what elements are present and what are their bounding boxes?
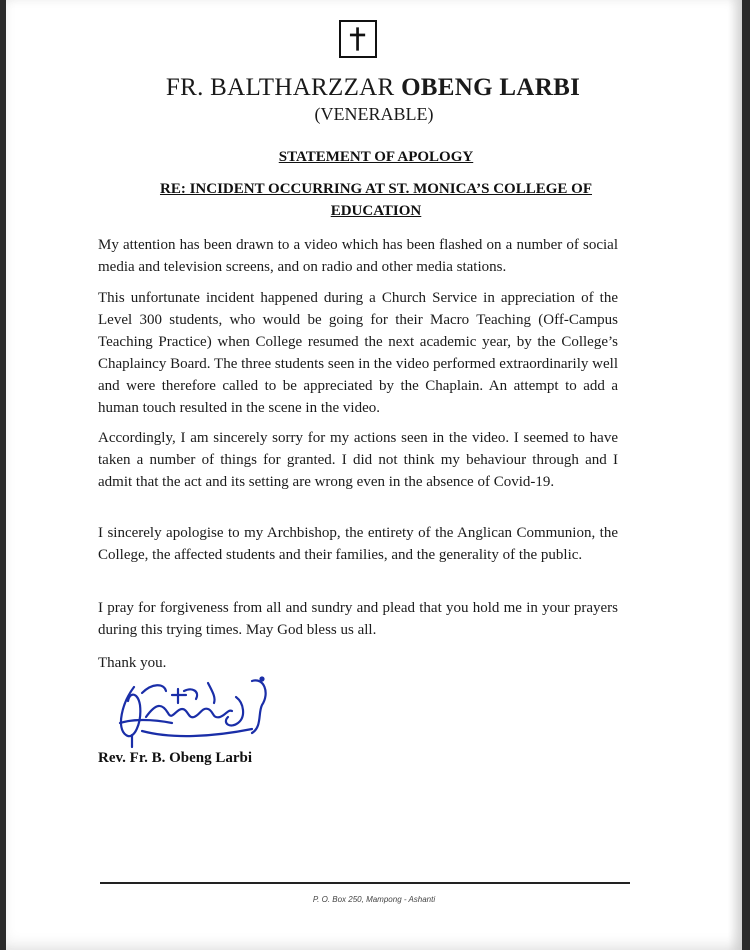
paragraph-3: Accordingly, I am sincerely sorry for my actions seen in the video. I seemed to have taken a number of things for granted. I did not think my behaviour through and I admit that the act and its setting are wrong even in the absence of Covid-19. bbox=[98, 430, 618, 490]
cross-icon bbox=[339, 20, 377, 58]
letterhead-name bbox=[6, 74, 742, 102]
footer-divider bbox=[100, 882, 630, 884]
letterhead-name-regular: FR. BALTHARZZAR bbox=[165, 74, 402, 101]
closing-thanks: Thank you. bbox=[98, 655, 167, 671]
paragraph-1: My attention has been drawn to a video which has been flashed on a number of social media and television screens, and on radio and other media stations. bbox=[98, 237, 618, 275]
paragraph-4: I sincerely apologise to my Archbishop, the entirety of the Anglican Communion, the College, the affected students and their families, and the generality of the public. bbox=[98, 525, 618, 563]
handwritten-signature bbox=[112, 673, 282, 753]
signer-name: Rev. Fr. B. Obeng Larbi bbox=[98, 750, 253, 766]
statement-heading: STATEMENT OF APOLOGY bbox=[278, 149, 474, 165]
paragraph-5: I pray for forgiveness from all and sundry and plead that you hold me in your prayers during this trying times. May God bless us all. bbox=[98, 600, 618, 638]
subject-heading-line1: RE: INCIDENT OCCURRING AT ST. MONICA’S COLLEGE OF bbox=[159, 181, 592, 197]
paragraph-2: This unfortunate incident happened during a Church Service in appreciation of the Level 300 students, who would be going for their Macro Teaching (Off-Campus Teaching Practice) when College resumed the next academic year, by the College’s Chaplaincy Board. The three students seen in the video performed extraordinarily well and were therefore called to be appreciated by the Chaplain. An attempt to add a human touch resulted in the scene in the video. bbox=[98, 290, 618, 416]
letter-page bbox=[6, 0, 742, 950]
letterhead-name-bold: OBENG LARBI bbox=[401, 74, 581, 101]
footer-address: P. O. Box 250, Mampong - Ashanti bbox=[312, 895, 436, 904]
subject-heading-line2: EDUCATION bbox=[330, 203, 422, 219]
letterhead-title: (VENERABLE) bbox=[314, 104, 434, 124]
